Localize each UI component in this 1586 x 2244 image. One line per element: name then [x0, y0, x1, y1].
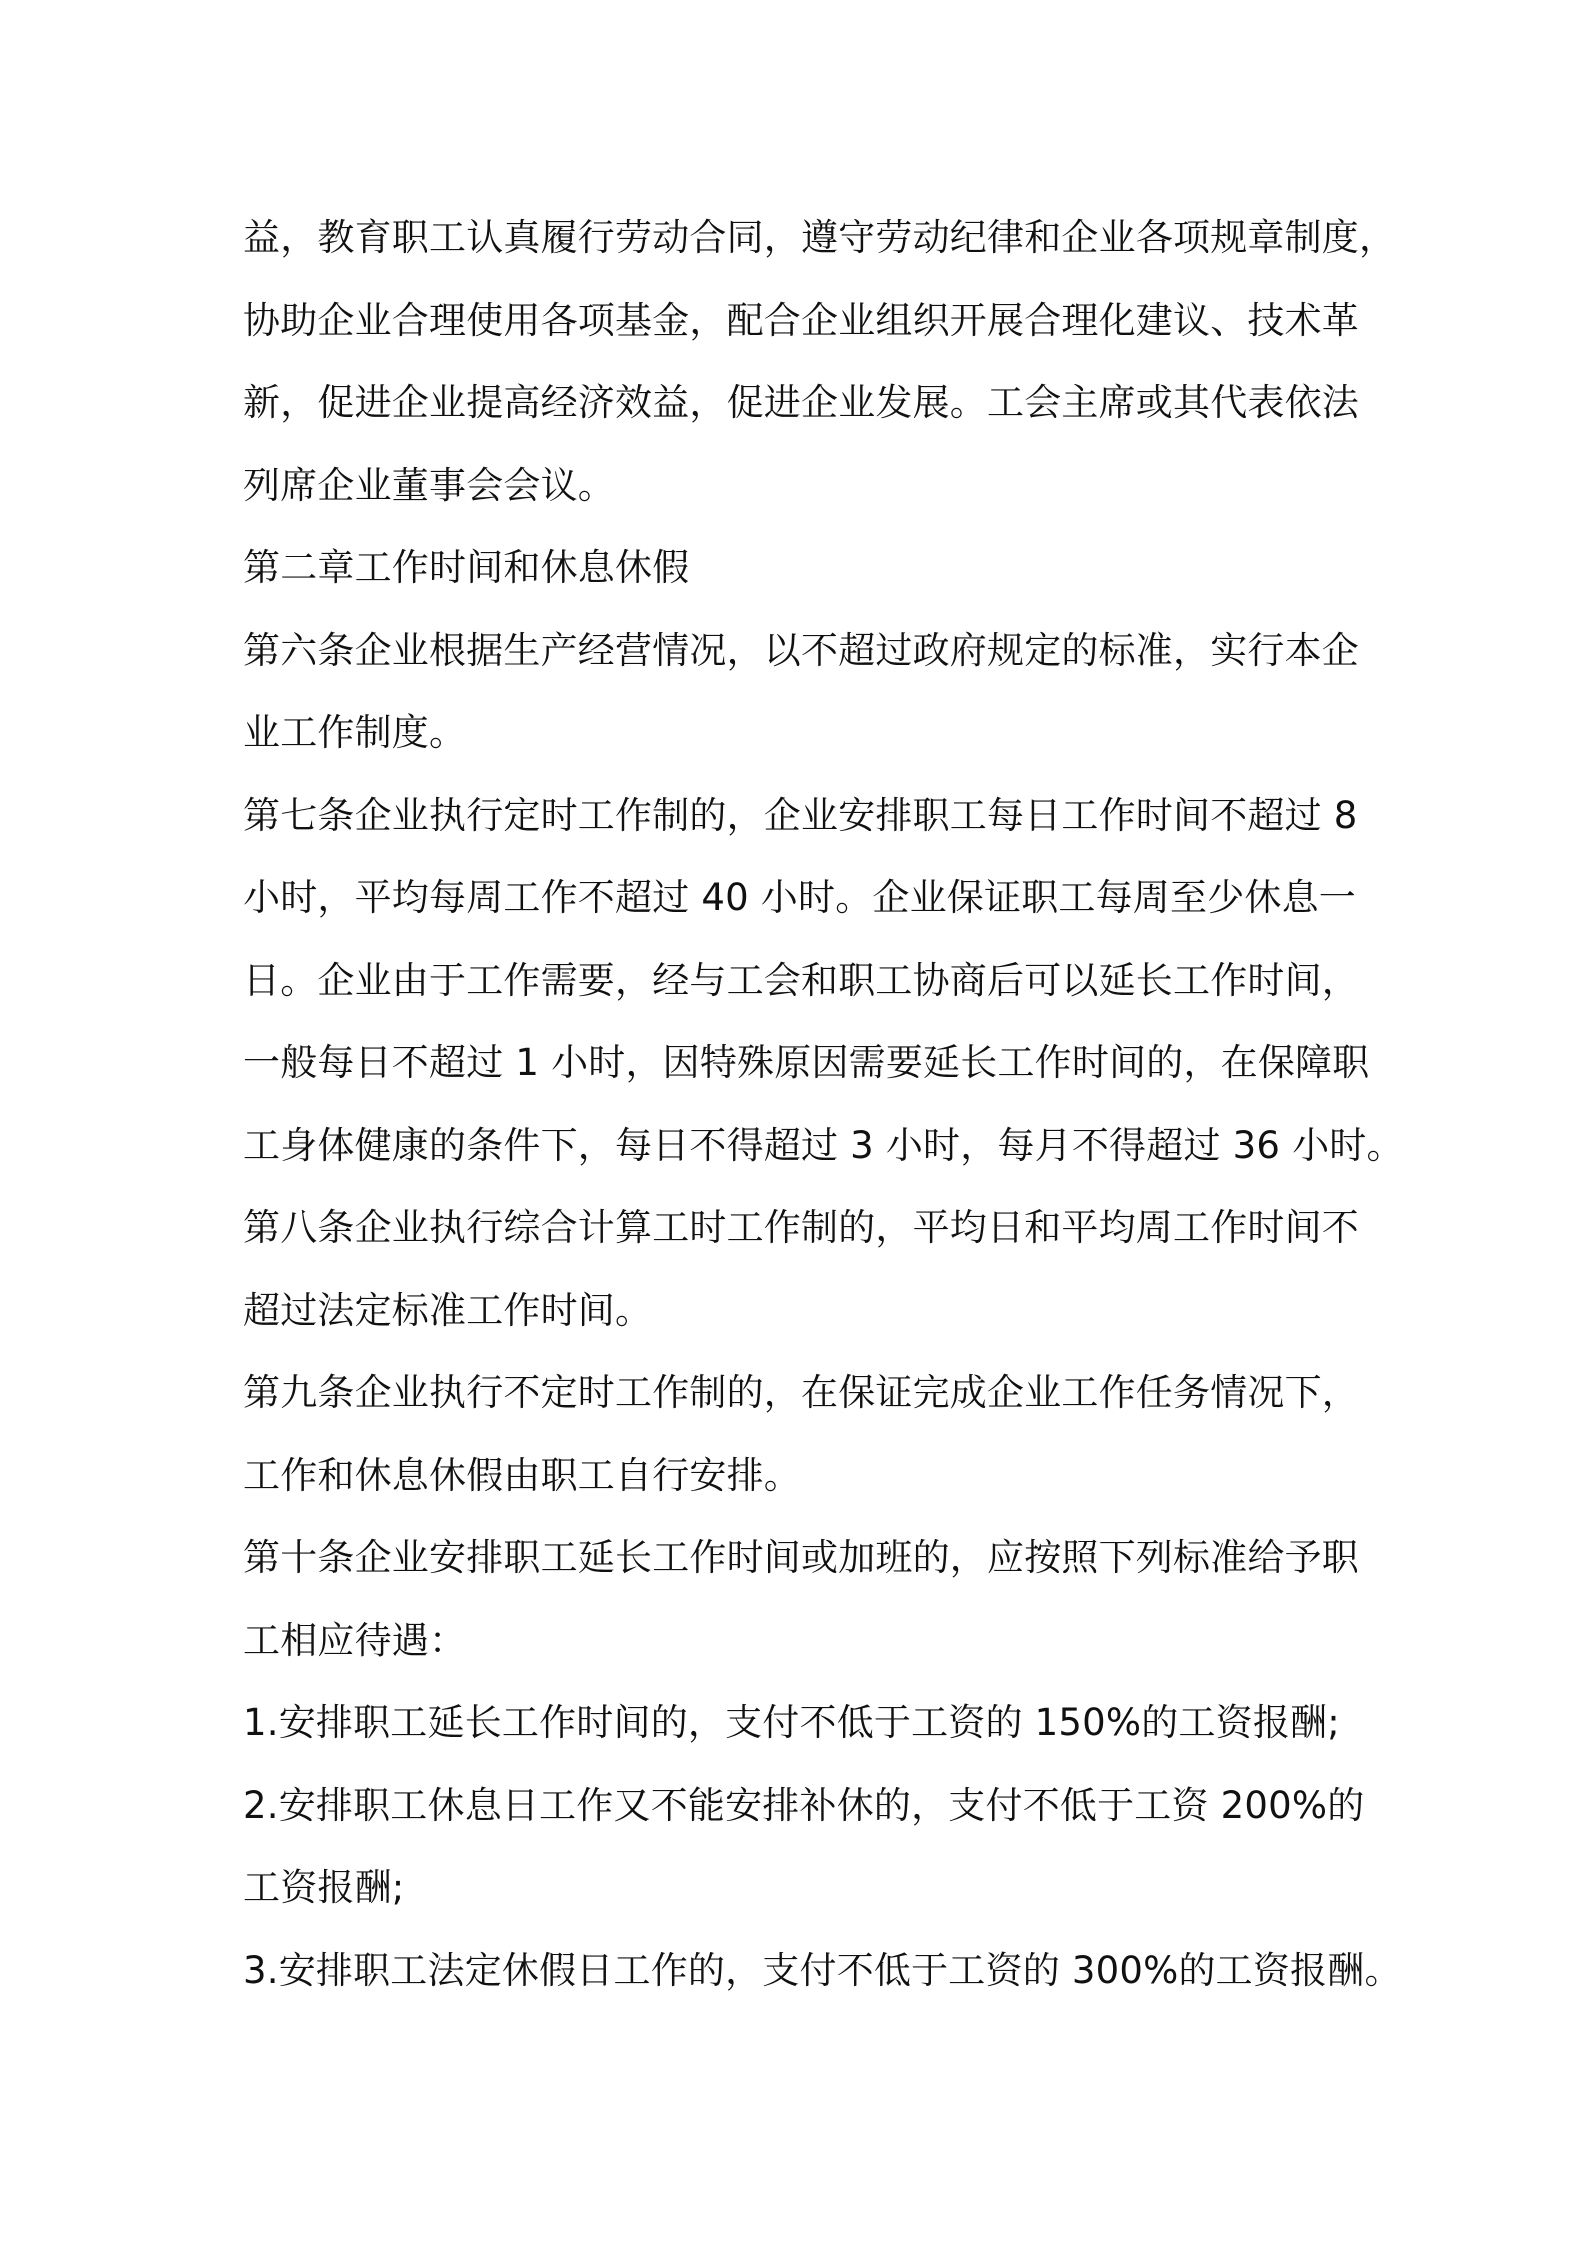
text-line: 超过法定标准工作时间。 — [243, 1288, 653, 1332]
text-line: 第十条企业安排职工延长工作时间或加班的，应按照下列标准给予职 — [243, 1536, 1359, 1579]
text-line: 第八条企业执行综合计算工时工作制的，平均日和平均周工作时间不 — [243, 1206, 1359, 1249]
text-line: 一般每日不超过 1 小时，因特殊原因需要延长工作时间的，在保障职 — [243, 1041, 1370, 1084]
chapter-heading: 第二章工作时间和休息休假 — [243, 546, 690, 589]
text-line: 第九条企业执行不定时工作制的，在保证完成企业工作任务情况下， — [243, 1371, 1359, 1414]
text-line: 列席企业董事会会议。 — [243, 463, 615, 507]
text-line: 业工作制度。 — [243, 711, 467, 754]
list-item: 2.安排职工休息日工作又不能安排补休的，支付不低于工资 200%的 — [243, 1783, 1365, 1827]
list-item: 1.安排职工延长工作时间的，支付不低于工资的 150%的工资报酬; — [243, 1701, 1340, 1744]
text-line: 小时，平均每周工作不超过 40 小时。企业保证职工每周至少休息一 — [243, 876, 1357, 919]
text-line: 工资报酬; — [243, 1866, 405, 1909]
text-line: 工身体健康的条件下，每日不得超过 3 小时，每月不得超过 36 小时。 — [243, 1123, 1404, 1167]
text-line: 新，促进企业提高经济效益，促进企业发展。工会主席或其代表依法 — [243, 381, 1359, 424]
text-line: 协助企业合理使用各项基金，配合企业组织开展合理化建议、技术革 — [243, 298, 1359, 342]
text-line: 第七条企业执行定时工作制的，企业安排职工每日工作时间不超过 8 — [243, 793, 1358, 837]
text-line: 工作和休息休假由职工自行安排。 — [243, 1453, 801, 1497]
list-item: 3.安排职工法定休假日工作的，支付不低于工资的 300%的工资报酬。 — [243, 1948, 1402, 1992]
text-line: 益，教育职工认真履行劳动合同，遵守劳动纪律和企业各项规章制度， — [243, 216, 1397, 259]
text-line: 第六条企业根据生产经营情况，以不超过政府规定的标准，实行本企 — [243, 628, 1359, 672]
text-line: 日。企业由于工作需要，经与工会和职工协商后可以延长工作时间， — [243, 958, 1359, 1002]
document-body — [243, 197, 1404, 2012]
text-line: 工相应待遇： — [243, 1618, 467, 1662]
